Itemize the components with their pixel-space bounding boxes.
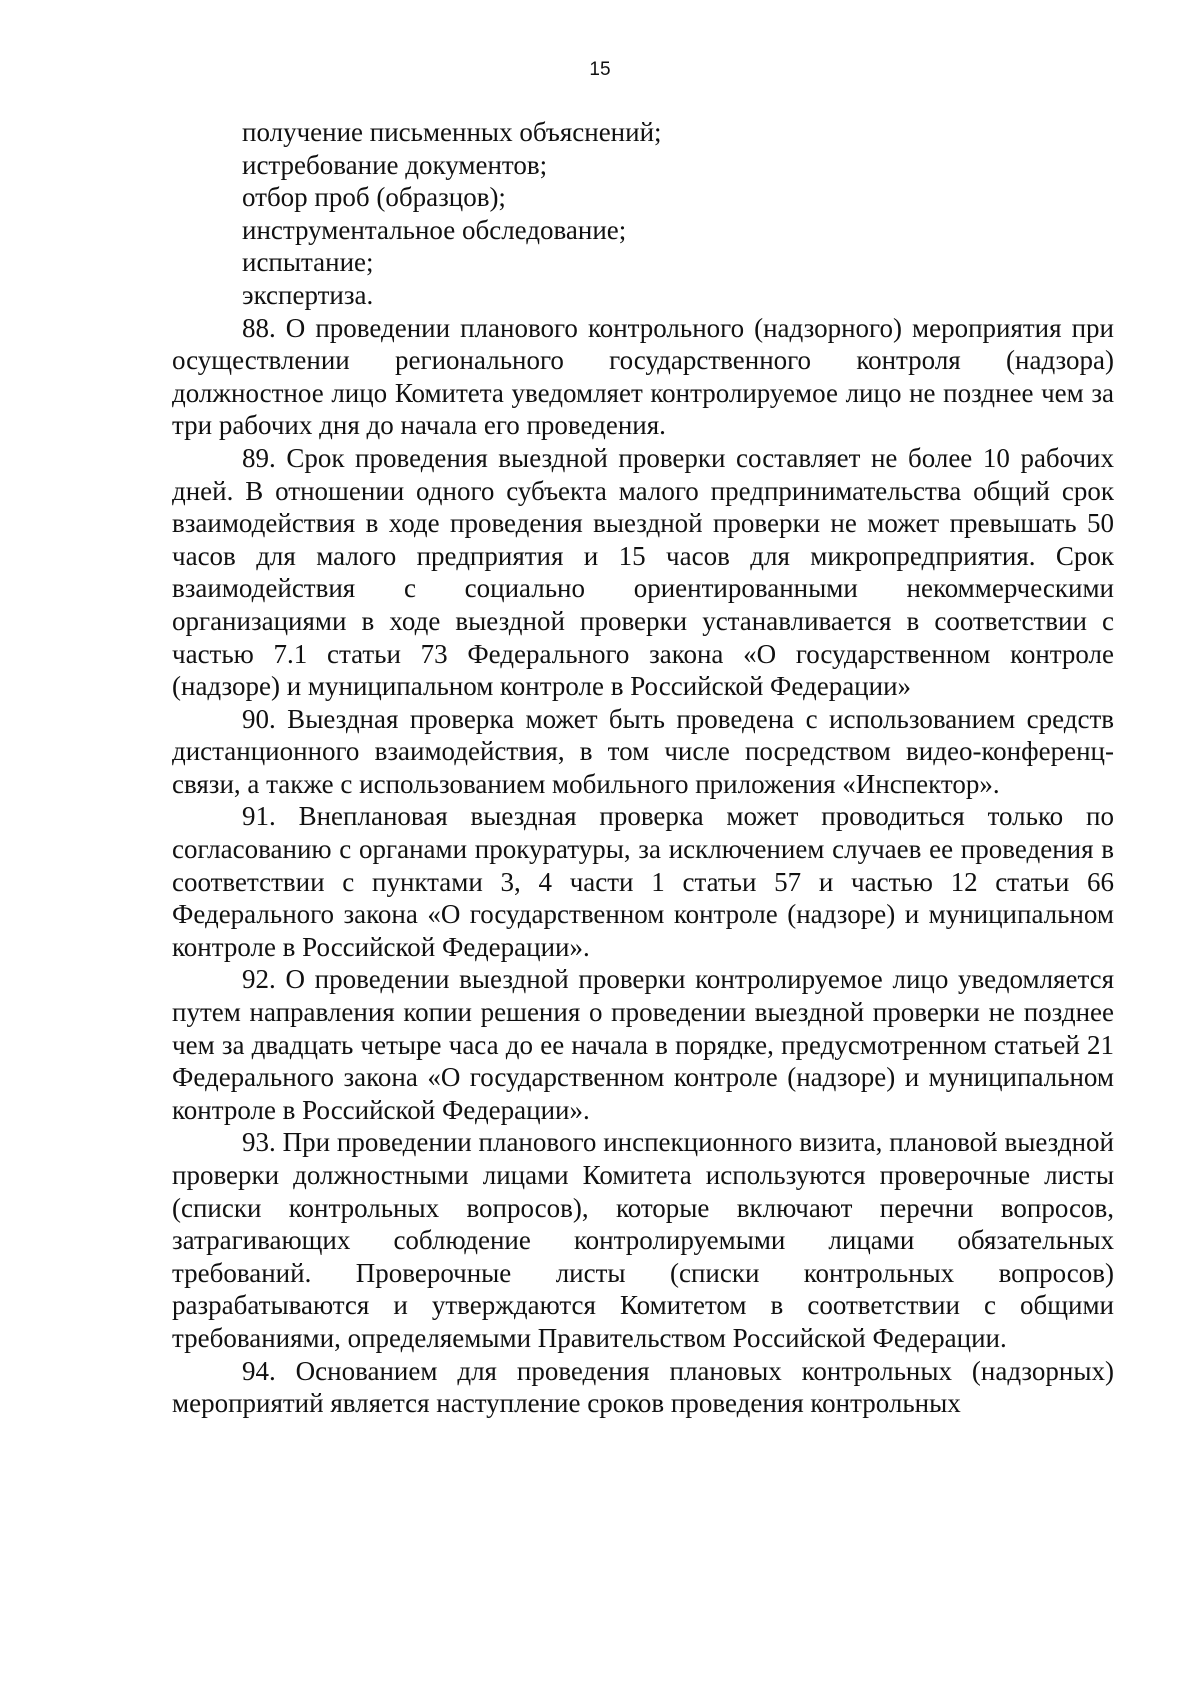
list-item: инструментальное обследование; [242,214,627,245]
paragraph-90: 90. Выездная проверка может быть проведена с использованием средств дистанционного взаимодействия, в том числе посредством видео-конференц-связи, а также с использованием мобильного приложения «Инспектор». [172,703,1114,799]
paragraph-88: 88. О проведении планового контрольного (надзорного) мероприятия при осуществлении регионального государственного контроля (надзора) должностное лицо Комитета уведомляет контролируемое лицо не позднее чем за три рабочих дня до начала его проведения. [172,312,1114,441]
paragraph-89: 89. Срок проведения выездной проверки составляет не более 10 рабочих дней. В отношении одного субъекта малого предпринимательства общий срок взаимодействия в ходе проведения выездной проверки не может превышать 50 часов для малого предприятия и 15 часов для микропредприятия. Срок взаимодействия с социально ориентированными некоммерческими организациями в ходе выездной проверки устанавливается в соответствии с частью 7.1 статьи 73 Федерального закона «О государственном контроле (надзоре) и муниципальном контроле в Российской Федерации» [172,442,1114,702]
list-item: испытание; [242,247,374,278]
paragraph-93: 93. При проведении планового инспекционного визита, плановой выездной проверки должностными лицами Комитета используются проверочные листы (списки контрольных вопросов), которые включают перечни вопросов, затрагивающих соблюдение контролируемыми лицами обязательных требований. Проверочные листы (списки контрольных вопросов) разрабатываются и утверждаются Комитетом в соответствии с общими требованиями, определяемыми Правительством Российской Федерации. [172,1127,1114,1353]
list-item: отбор проб (образцов); [242,182,506,213]
page-number: 15 [589,59,611,80]
list-item: получение письменных объяснений; [242,117,662,147]
paragraph-91: 91. Внеплановая выездная проверка может проводиться только по согласованию с органами прокуратуры, за исключением случаев ее проведения в соответствии с пунктами 3, 4 части 1 статьи 57 и частью 12 статьи 66 Федерального закона «О государственном контроле (надзоре) и муниципальном контроле в Российской Федерации». [172,801,1114,962]
list-item: истребование документов; [242,149,548,180]
paragraph-92: 92. О проведении выездной проверки контролируемое лицо уведомляется путем направления копии решения о проведении выездной проверки не позднее чем за двадцать четыре часа до ее начала в порядке, предусмотренном статьей 21 Федерального закона «О государственном контроле (надзоре) и муниципальном контроле в Российской Федерации». [172,964,1114,1125]
document-text-body [172,116,1114,1420]
list-item: экспертиза. [242,279,374,310]
paragraph-94: 94. Основанием для проведения плановых контрольных (надзорных) мероприятий является наступление сроков проведения контрольных [172,1355,1114,1419]
